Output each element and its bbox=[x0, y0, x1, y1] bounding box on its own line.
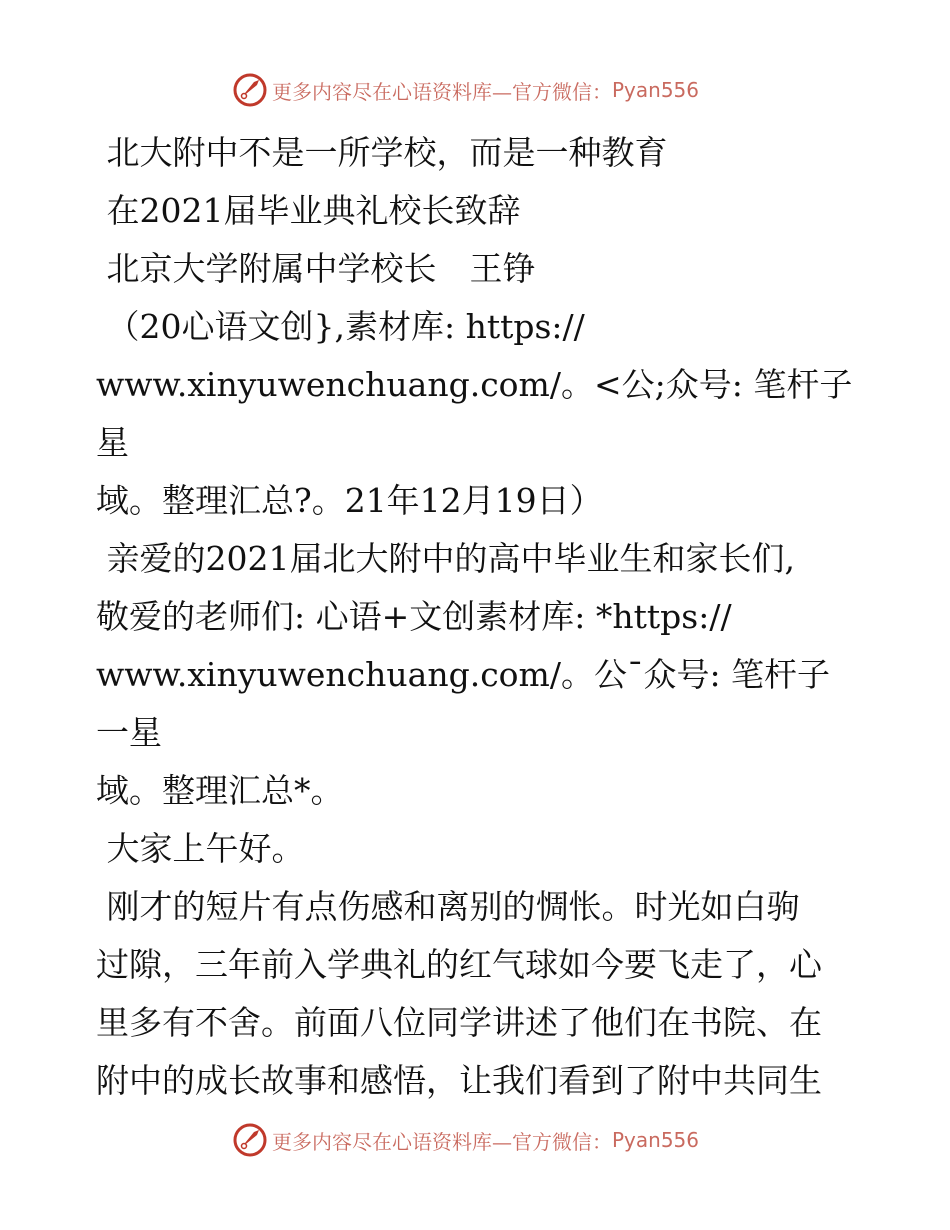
quill-logo-icon bbox=[232, 72, 268, 108]
doc-line: （20心语文创},素材库: https:// bbox=[96, 307, 585, 346]
doc-line: 域。整理汇总*。 bbox=[96, 771, 344, 810]
doc-line: 敬爱的老师们: 心语+文创素材库: *https:// bbox=[96, 597, 732, 636]
doc-line: 北大附中不是一所学校，而是一种教育 bbox=[96, 133, 668, 172]
doc-line: 过隙，三年前入学典礼的红气球如今要飞走了，心 bbox=[96, 945, 822, 984]
document-body bbox=[96, 124, 856, 1110]
doc-line: 刚才的短片有点伤感和离别的惆怅。时光如白驹 bbox=[96, 887, 800, 926]
doc-line: 亲爱的2021届北大附中的高中毕业生和家长们, bbox=[96, 539, 795, 578]
footer-watermark-id: Pyan556 bbox=[612, 1128, 700, 1152]
doc-line: 在2021届毕业典礼校长致辞 bbox=[96, 191, 521, 230]
doc-line: www.xinyuwenchuang.com/。<公;众号: 笔杆子星 bbox=[96, 365, 853, 462]
header-watermark bbox=[232, 70, 699, 110]
footer-watermark bbox=[232, 1120, 699, 1160]
doc-line: 里多有不舍。前面八位同学讲述了他们在书院、在 bbox=[96, 1003, 822, 1042]
header-watermark-text: 更多内容尽在心语资料库—官方微信： bbox=[272, 79, 612, 104]
footer-watermark-text: 更多内容尽在心语资料库—官方微信： bbox=[272, 1129, 612, 1154]
quill-logo-icon bbox=[232, 1122, 268, 1158]
doc-line: www.xinyuwenchuang.com/。公¯众号: 笔杆子一星 bbox=[96, 655, 831, 752]
doc-line: 域。整理汇总?。21年12月19日） bbox=[96, 481, 603, 520]
doc-line: 大家上午好。 bbox=[96, 829, 305, 868]
doc-line: 北京大学附属中学校长 王铮 bbox=[96, 249, 536, 288]
header-watermark-id: Pyan556 bbox=[612, 78, 700, 102]
doc-line: 附中的成长故事和感悟，让我们看到了附中共同生 bbox=[96, 1061, 822, 1100]
